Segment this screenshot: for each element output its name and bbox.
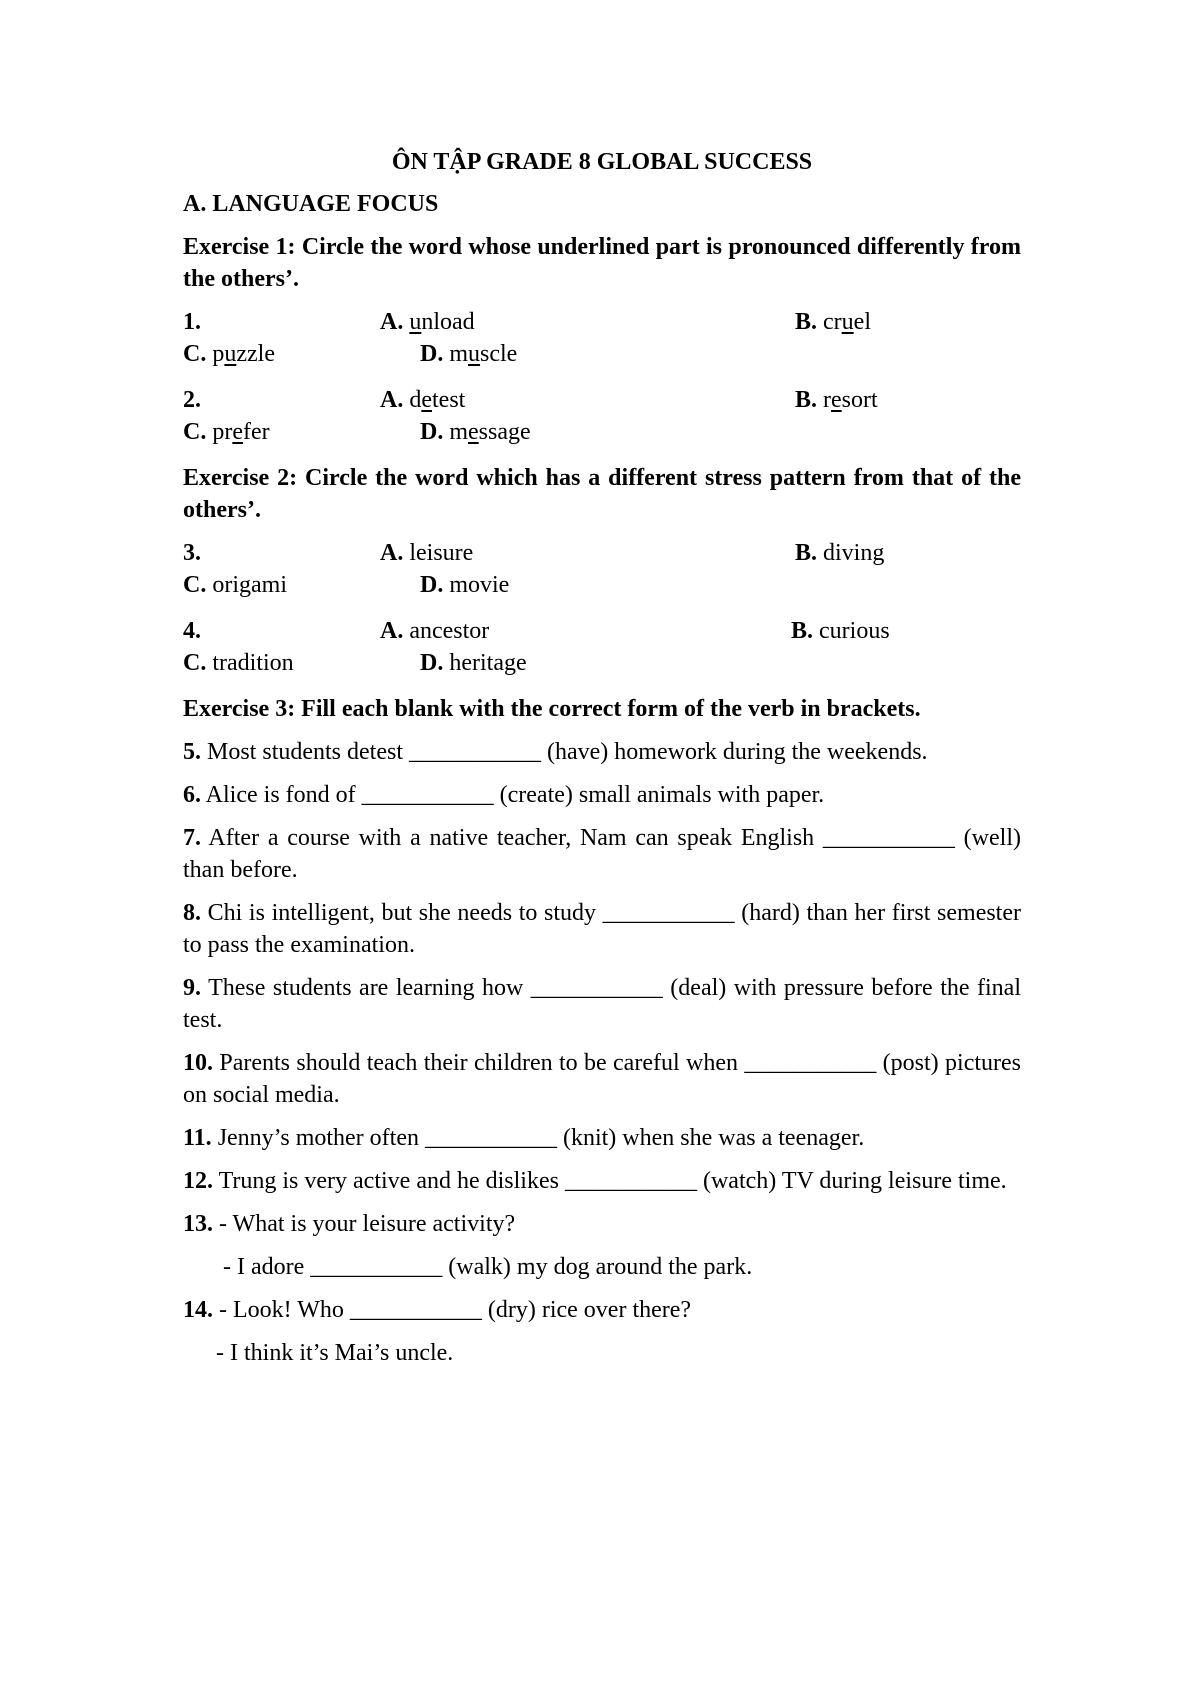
question-1 [183,306,1021,370]
option-a: A. leisure [380,540,474,566]
option-c: C. prefer [183,419,270,445]
question-14: 14. - Look! Who ___________ (dry) rice over there? [183,1297,692,1323]
option-d: D. muscle [420,341,518,367]
option-d: D. movie [420,572,510,598]
question-11: 11. Jenny’s mother often ___________ (knit) when she was a teenager. [183,1125,865,1151]
question-7: 7. After a course with a native teacher, Nam can speak English ___________ (well) than before. [183,825,1021,883]
question-13: 13. - What is your leisure activity? [183,1211,516,1237]
question-5: 5. Most students detest ___________ (have) homework during the weekends. [183,739,928,765]
option-c: C. puzzle [183,341,275,367]
option-a: A. ancestor [380,618,490,644]
option-a: A. detest [380,387,466,413]
question-number: 3. [183,540,201,566]
option-c: C. tradition [183,650,294,676]
document-content [183,146,1021,1380]
exercise-3-heading: Exercise 3: Fill each blank with the correct form of the verb in brackets. [183,696,921,722]
option-b: B. diving [795,540,885,566]
question-8: 8. Chi is intelligent, but she needs to study ___________ (hard) than her first semester to pass the examination. [183,900,1021,958]
question-10: 10. Parents should teach their children to be careful when ___________ (post) pictures on social media. [183,1050,1021,1108]
option-c: C. origami [183,572,287,598]
exercise-2-heading: Exercise 2: Circle the word which has a different stress pattern from that of the others’. [183,465,1021,523]
option-b: B. cruel [795,309,871,335]
option-b: B. resort [795,387,878,413]
question-3 [183,537,1021,601]
option-a: A. unload [380,309,475,335]
question-2 [183,384,1021,448]
question-number: 4. [183,618,201,644]
question-14-reply: - I think it’s Mai’s uncle. [216,1340,454,1366]
option-d: D. heritage [420,650,527,676]
question-13-reply: - I adore ___________ (walk) my dog around the park. [223,1254,753,1280]
question-12: 12. Trung is very active and he dislikes ___________ (watch) TV during leisure time. [183,1168,1007,1194]
question-9: 9. These students are learning how ___________ (deal) with pressure before the final test. [183,975,1021,1033]
section-heading: A. LANGUAGE FOCUS [183,191,439,217]
exercise-1-heading: Exercise 1: Circle the word whose underlined part is pronounced differently from the others’. [183,234,1021,292]
question-number: 2. [183,387,201,413]
question-4 [183,615,1021,679]
question-6: 6. Alice is fond of ___________ (create) small animals with paper. [183,782,825,808]
page-title: ÔN TẬP GRADE 8 GLOBAL SUCCESS [391,149,813,175]
option-d: D. message [420,419,531,445]
question-number: 1. [183,309,201,335]
option-b: B. curious [791,618,890,644]
